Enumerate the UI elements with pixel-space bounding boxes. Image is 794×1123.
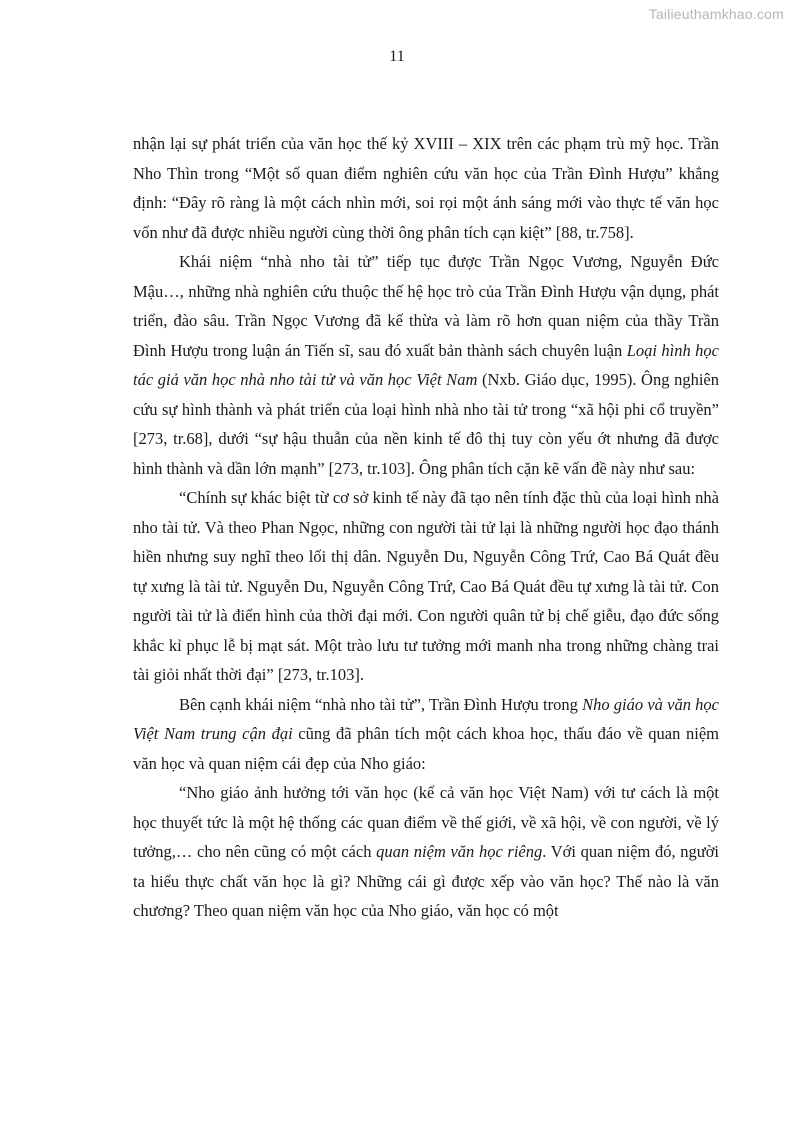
text-run: Khái niệm “nhà nho tài tử” tiếp tục được Trần Ngọc Vương, Nguyễn Đức Mậu…, những nhà nghiên cứu thuộc thế hệ học trò của Trần Đình Hượu vận dụng, phát triển, đào sâu. Trần Ngọc Vương đã kế thừa và làm rõ hơn quan niệm của thầy Trần Đình Hượu trong luận án Tiến sĩ, sau đó xuất bản thành sách chuyên luận xyxy=(133,252,719,360)
paragraph xyxy=(133,129,719,247)
book-title: Nho giáo và văn học Việt Nam trung cận đại xyxy=(133,694,720,743)
text-run: nhận lại sự phát triển của văn học thế kỷ XVIII – XIX trên các phạm trù mỹ học. Trần Nho Thìn trong “Một số quan điểm nghiên cứu văn học của Trần Đình Hượu” khẳng định: “Đây rõ ràng là một cách nhìn mới, soi rọi một ánh sáng mới vào thực tế văn học vốn như đã được nhiều người cùng thời ông phân tích cạn kiệt” [88, tr.758]. xyxy=(133,134,719,242)
text-run: cũng đã phân tích một cách khoa học, thấu đáo về quan niệm văn học và quan niệm cái đẹp của Nho giáo: xyxy=(133,724,719,773)
emphasis-text: quan niệm văn học riêng xyxy=(376,842,543,861)
paragraph xyxy=(133,247,719,483)
text-run: Bên cạnh khái niệm “nhà nho tài tử”, Trần Đình Hượu trong xyxy=(179,694,583,714)
page-number: 11 xyxy=(389,48,405,65)
quotation-paragraph xyxy=(133,778,719,926)
book-title: Loại hình học tác giả văn học nhà nho tài tử và văn học Việt Nam xyxy=(133,340,720,389)
text-run: . Với quan niệm đó, người ta hiểu thực chất văn học là gì? Những cái gì được xếp vào văn học? Thế nào là văn chương? Theo quan niệm văn học của Nho giáo, văn học có một xyxy=(133,842,720,920)
watermark: Tailieuthamkhao.com xyxy=(648,6,784,22)
text-run: “Nho giáo ảnh hưởng tới văn học (kể cả văn học Việt Nam) với tư cách là một học thuyết tức là một hệ thống các quan điểm về thế giới, về xã hội, về con người, về lý tưởng,… cho nên cũng có một cách xyxy=(133,783,719,861)
document-body xyxy=(133,129,719,926)
text-run: “Chính sự khác biệt từ cơ sở kinh tế này đã tạo nên tính đặc thù của loại hình nhà nho tài tử. Và theo Phan Ngọc, những con người tài tử lại là những người học đạo thánh hiền nhưng suy nghĩ theo lối thị dân. Nguyễn Du, Nguyễn Công Trứ, Cao Bá Quát đều tự xưng là tài tử. Nguyễn Du, Nguyễn Công Trứ, Cao Bá Quát đều tự xưng là tài tử. Con người tài tử là điển hình của thời đại mới. Con người quân tử bị chế giễu, đạo đức sống khắc kỉ phục lễ bị mạt sát. Một trào lưu tư tưởng mới manh nha trong những chàng trai tài giỏi nhất thời đại” [273, tr.103]. xyxy=(133,488,719,684)
paragraph xyxy=(133,690,719,779)
text-run: (Nxb. Giáo dục, 1995). Ông nghiên cứu sự hình thành và phát triển của loại hình nhà nho tài tử trong “xã hội phi cổ truyền” [273, tr.68], dưới “sự hậu thuẫn của nền kinh tế đô thị tuy còn yếu ớt nhưng đã được hình thành và dần lớn mạnh” [273, tr.103]. Ông phân tích cặn kẽ vấn đề này như sau: xyxy=(133,370,719,478)
quotation-paragraph xyxy=(133,483,719,690)
